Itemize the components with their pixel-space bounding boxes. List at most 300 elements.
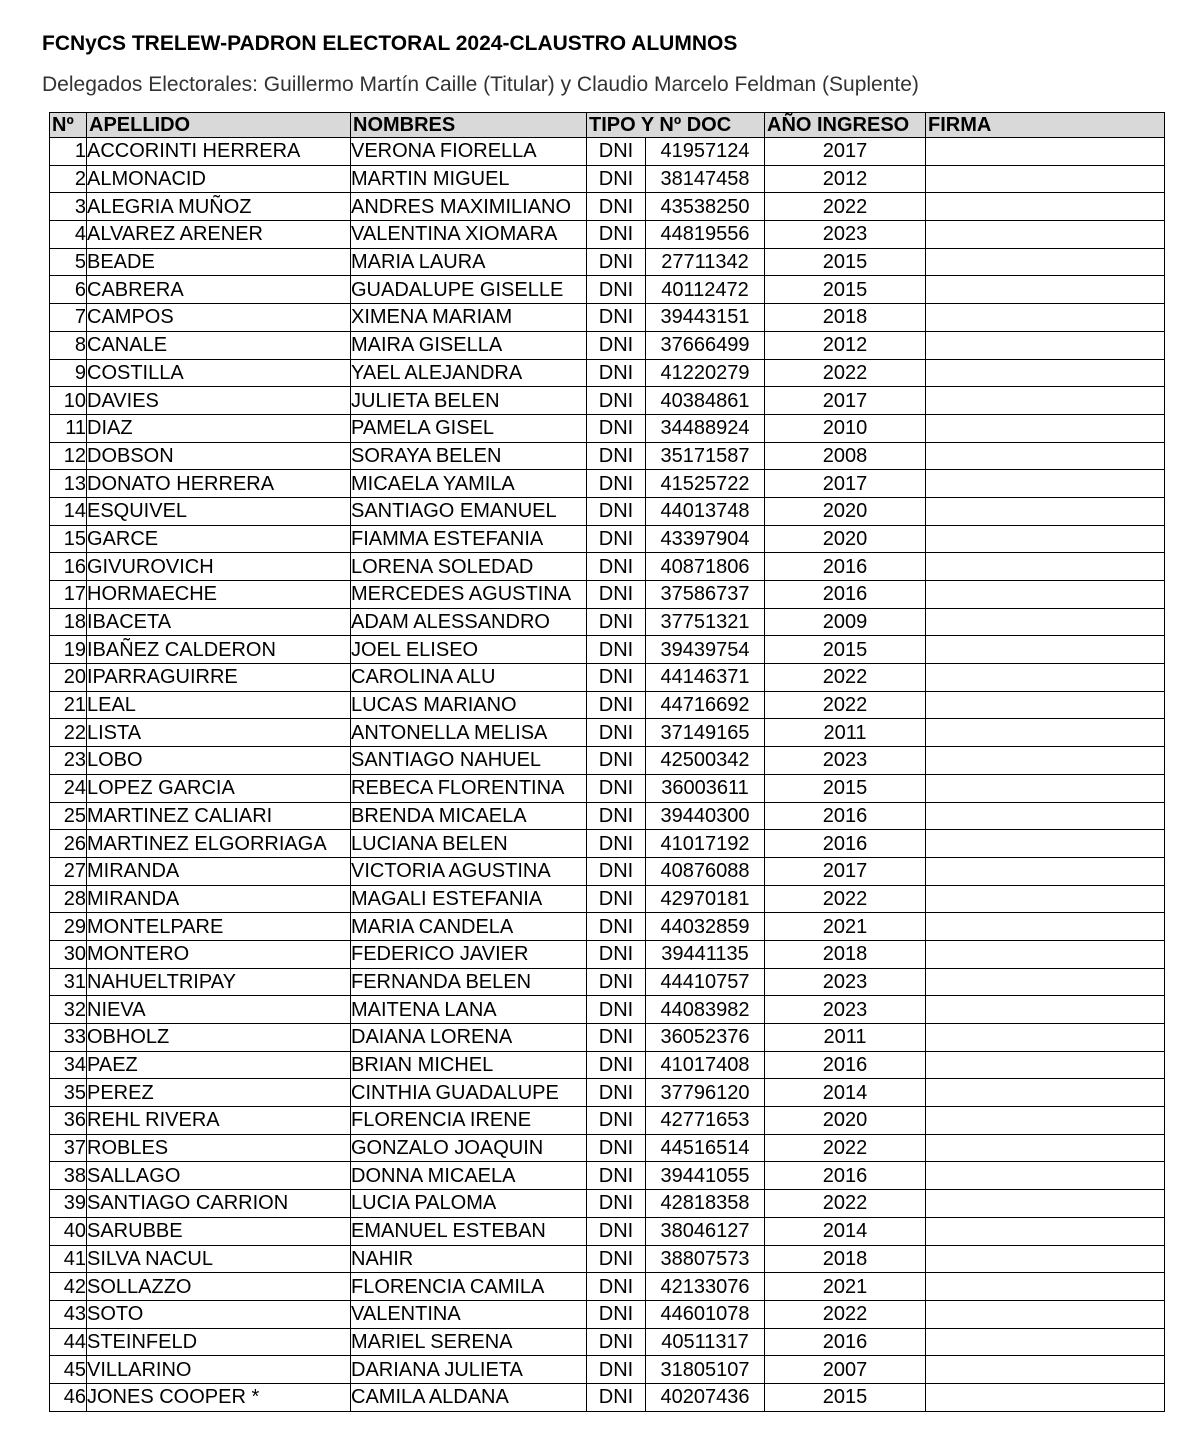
firma-cell[interactable] bbox=[926, 636, 1165, 664]
firma-cell[interactable] bbox=[926, 581, 1165, 609]
firma-cell[interactable] bbox=[926, 1107, 1165, 1135]
anio-ingreso-cell: 2018 bbox=[765, 1245, 926, 1273]
row-number: 43 bbox=[50, 1300, 87, 1328]
anio-ingreso-cell: 2017 bbox=[765, 387, 926, 415]
doc-number-cell: 41957124 bbox=[646, 138, 765, 166]
apellido-cell: SALLAGO bbox=[87, 1162, 351, 1190]
doc-number-cell: 42771653 bbox=[646, 1107, 765, 1135]
firma-cell[interactable] bbox=[926, 165, 1165, 193]
apellido-cell: NIEVA bbox=[87, 996, 351, 1024]
firma-cell[interactable] bbox=[926, 470, 1165, 498]
doc-type-cell: DNI bbox=[587, 221, 646, 249]
anio-ingreso-cell: 2015 bbox=[765, 1383, 926, 1411]
nombres-cell: FERNANDA BELEN bbox=[351, 968, 587, 996]
voter-roll-table bbox=[49, 112, 1165, 1412]
row-number: 12 bbox=[50, 442, 87, 470]
firma-cell[interactable] bbox=[926, 1328, 1165, 1356]
doc-number-cell: 38147458 bbox=[646, 165, 765, 193]
doc-type-cell: DNI bbox=[587, 387, 646, 415]
anio-ingreso-cell: 2012 bbox=[765, 331, 926, 359]
nombres-cell: ANDRES MAXIMILIANO bbox=[351, 193, 587, 221]
apellido-cell: STEINFELD bbox=[87, 1328, 351, 1356]
row-number: 27 bbox=[50, 857, 87, 885]
table-row bbox=[50, 1162, 1165, 1190]
row-number: 8 bbox=[50, 331, 87, 359]
firma-cell[interactable] bbox=[926, 1162, 1165, 1190]
apellido-cell: MIRANDA bbox=[87, 885, 351, 913]
anio-ingreso-cell: 2018 bbox=[765, 304, 926, 332]
anio-ingreso-cell: 2015 bbox=[765, 636, 926, 664]
row-number: 29 bbox=[50, 913, 87, 941]
doc-type-cell: DNI bbox=[587, 802, 646, 830]
nombres-cell: GUADALUPE GISELLE bbox=[351, 276, 587, 304]
firma-cell[interactable] bbox=[926, 996, 1165, 1024]
nombres-cell: LUCIA PALOMA bbox=[351, 1190, 587, 1218]
row-number: 35 bbox=[50, 1079, 87, 1107]
apellido-cell: GARCE bbox=[87, 525, 351, 553]
doc-type-cell: DNI bbox=[587, 608, 646, 636]
apellido-cell: PAEZ bbox=[87, 1051, 351, 1079]
apellido-cell: IBAÑEZ CALDERON bbox=[87, 636, 351, 664]
nombres-cell: ANTONELLA MELISA bbox=[351, 719, 587, 747]
row-number: 2 bbox=[50, 165, 87, 193]
table-row bbox=[50, 470, 1165, 498]
row-number: 6 bbox=[50, 276, 87, 304]
firma-cell[interactable] bbox=[926, 331, 1165, 359]
doc-number-cell: 37751321 bbox=[646, 608, 765, 636]
firma-cell[interactable] bbox=[926, 608, 1165, 636]
table-row bbox=[50, 1107, 1165, 1135]
table-body bbox=[50, 138, 1165, 1412]
table-row bbox=[50, 138, 1165, 166]
anio-ingreso-cell: 2016 bbox=[765, 1162, 926, 1190]
doc-number-cell: 43538250 bbox=[646, 193, 765, 221]
apellido-cell: ACCORINTI HERRERA bbox=[87, 138, 351, 166]
firma-cell[interactable] bbox=[926, 940, 1165, 968]
table-row bbox=[50, 747, 1165, 775]
doc-type-cell: DNI bbox=[587, 830, 646, 858]
doc-number-cell: 27711342 bbox=[646, 248, 765, 276]
nombres-cell: FLORENCIA IRENE bbox=[351, 1107, 587, 1135]
apellido-cell: MONTERO bbox=[87, 940, 351, 968]
firma-cell[interactable] bbox=[926, 414, 1165, 442]
anio-ingreso-cell: 2016 bbox=[765, 553, 926, 581]
nombres-cell: MERCEDES AGUSTINA bbox=[351, 581, 587, 609]
row-number: 5 bbox=[50, 248, 87, 276]
row-number: 25 bbox=[50, 802, 87, 830]
apellido-cell: MARTINEZ CALIARI bbox=[87, 802, 351, 830]
firma-cell[interactable] bbox=[926, 664, 1165, 692]
row-number: 46 bbox=[50, 1383, 87, 1411]
doc-number-cell: 36052376 bbox=[646, 1024, 765, 1052]
nombres-cell: MARIA CANDELA bbox=[351, 913, 587, 941]
anio-ingreso-cell: 2017 bbox=[765, 470, 926, 498]
firma-cell[interactable] bbox=[926, 802, 1165, 830]
table-row bbox=[50, 525, 1165, 553]
doc-number-cell: 37796120 bbox=[646, 1079, 765, 1107]
doc-number-cell: 40207436 bbox=[646, 1383, 765, 1411]
anio-ingreso-cell: 2022 bbox=[765, 1134, 926, 1162]
firma-cell[interactable] bbox=[926, 913, 1165, 941]
doc-type-cell: DNI bbox=[587, 1300, 646, 1328]
nombres-cell: JULIETA BELEN bbox=[351, 387, 587, 415]
firma-cell[interactable] bbox=[926, 1051, 1165, 1079]
nombres-cell: VALENTINA bbox=[351, 1300, 587, 1328]
doc-number-cell: 44146371 bbox=[646, 664, 765, 692]
doc-number-cell: 41525722 bbox=[646, 470, 765, 498]
apellido-cell: LOPEZ GARCIA bbox=[87, 774, 351, 802]
nombres-cell: DARIANA JULIETA bbox=[351, 1356, 587, 1384]
row-number: 33 bbox=[50, 1024, 87, 1052]
row-number: 16 bbox=[50, 553, 87, 581]
apellido-cell: REHL RIVERA bbox=[87, 1107, 351, 1135]
nombres-cell: YAEL ALEJANDRA bbox=[351, 359, 587, 387]
anio-ingreso-cell: 2016 bbox=[765, 581, 926, 609]
apellido-cell: OBHOLZ bbox=[87, 1024, 351, 1052]
row-number: 14 bbox=[50, 497, 87, 525]
table-row bbox=[50, 414, 1165, 442]
firma-cell[interactable] bbox=[926, 138, 1165, 166]
doc-type-cell: DNI bbox=[587, 968, 646, 996]
anio-ingreso-cell: 2016 bbox=[765, 802, 926, 830]
doc-number-cell: 39441055 bbox=[646, 1162, 765, 1190]
table-row bbox=[50, 1356, 1165, 1384]
firma-cell[interactable] bbox=[926, 1245, 1165, 1273]
table-row bbox=[50, 968, 1165, 996]
doc-number-cell: 35171587 bbox=[646, 442, 765, 470]
row-number: 11 bbox=[50, 414, 87, 442]
firma-cell[interactable] bbox=[926, 193, 1165, 221]
apellido-cell: LISTA bbox=[87, 719, 351, 747]
nombres-cell: MAITENA LANA bbox=[351, 996, 587, 1024]
table-row bbox=[50, 387, 1165, 415]
anio-ingreso-cell: 2016 bbox=[765, 1051, 926, 1079]
anio-ingreso-cell: 2014 bbox=[765, 1217, 926, 1245]
firma-cell[interactable] bbox=[926, 774, 1165, 802]
nombres-cell: ADAM ALESSANDRO bbox=[351, 608, 587, 636]
anio-ingreso-cell: 2022 bbox=[765, 193, 926, 221]
apellido-cell: IPARRAGUIRRE bbox=[87, 664, 351, 692]
doc-type-cell: DNI bbox=[587, 1217, 646, 1245]
table-row bbox=[50, 1217, 1165, 1245]
firma-cell[interactable] bbox=[926, 248, 1165, 276]
doc-number-cell: 44601078 bbox=[646, 1300, 765, 1328]
table-row bbox=[50, 442, 1165, 470]
anio-ingreso-cell: 2016 bbox=[765, 830, 926, 858]
row-number: 39 bbox=[50, 1190, 87, 1218]
doc-type-cell: DNI bbox=[587, 470, 646, 498]
header-nombres: NOMBRES bbox=[351, 113, 587, 138]
doc-type-cell: DNI bbox=[587, 1190, 646, 1218]
doc-type-cell: DNI bbox=[587, 774, 646, 802]
firma-cell[interactable] bbox=[926, 387, 1165, 415]
nombres-cell: MARTIN MIGUEL bbox=[351, 165, 587, 193]
table-row bbox=[50, 1245, 1165, 1273]
anio-ingreso-cell: 2020 bbox=[765, 525, 926, 553]
doc-type-cell: DNI bbox=[587, 1024, 646, 1052]
nombres-cell: DAIANA LORENA bbox=[351, 1024, 587, 1052]
apellido-cell: LEAL bbox=[87, 691, 351, 719]
anio-ingreso-cell: 2023 bbox=[765, 968, 926, 996]
nombres-cell: LUCIANA BELEN bbox=[351, 830, 587, 858]
row-number: 20 bbox=[50, 664, 87, 692]
doc-number-cell: 42970181 bbox=[646, 885, 765, 913]
firma-cell[interactable] bbox=[926, 1273, 1165, 1301]
nombres-cell: PAMELA GISEL bbox=[351, 414, 587, 442]
row-number: 40 bbox=[50, 1217, 87, 1245]
apellido-cell: MIRANDA bbox=[87, 857, 351, 885]
table-row bbox=[50, 664, 1165, 692]
doc-type-cell: DNI bbox=[587, 857, 646, 885]
anio-ingreso-cell: 2022 bbox=[765, 1190, 926, 1218]
doc-number-cell: 42818358 bbox=[646, 1190, 765, 1218]
anio-ingreso-cell: 2022 bbox=[765, 885, 926, 913]
nombres-cell: SORAYA BELEN bbox=[351, 442, 587, 470]
table-row bbox=[50, 193, 1165, 221]
table-row bbox=[50, 636, 1165, 664]
row-number: 23 bbox=[50, 747, 87, 775]
doc-type-cell: DNI bbox=[587, 664, 646, 692]
table-row bbox=[50, 165, 1165, 193]
row-number: 19 bbox=[50, 636, 87, 664]
doc-number-cell: 39443151 bbox=[646, 304, 765, 332]
table-row bbox=[50, 830, 1165, 858]
table-row bbox=[50, 996, 1165, 1024]
table-row bbox=[50, 774, 1165, 802]
doc-number-cell: 39440300 bbox=[646, 802, 765, 830]
nombres-cell: EMANUEL ESTEBAN bbox=[351, 1217, 587, 1245]
row-number: 38 bbox=[50, 1162, 87, 1190]
doc-number-cell: 40871806 bbox=[646, 553, 765, 581]
doc-number-cell: 43397904 bbox=[646, 525, 765, 553]
apellido-cell: VILLARINO bbox=[87, 1356, 351, 1384]
apellido-cell: ALEGRIA MUÑOZ bbox=[87, 193, 351, 221]
table-row bbox=[50, 553, 1165, 581]
anio-ingreso-cell: 2015 bbox=[765, 248, 926, 276]
doc-number-cell: 44083982 bbox=[646, 996, 765, 1024]
nombres-cell: CAMILA ALDANA bbox=[351, 1383, 587, 1411]
firma-cell[interactable] bbox=[926, 1217, 1165, 1245]
table-row bbox=[50, 497, 1165, 525]
apellido-cell: PEREZ bbox=[87, 1079, 351, 1107]
anio-ingreso-cell: 2011 bbox=[765, 719, 926, 747]
row-number: 31 bbox=[50, 968, 87, 996]
doc-type-cell: DNI bbox=[587, 1245, 646, 1273]
anio-ingreso-cell: 2018 bbox=[765, 940, 926, 968]
anio-ingreso-cell: 2022 bbox=[765, 691, 926, 719]
table-row bbox=[50, 1328, 1165, 1356]
row-number: 32 bbox=[50, 996, 87, 1024]
header-anio-ingreso: AÑO INGRESO bbox=[765, 113, 926, 138]
apellido-cell: GIVUROVICH bbox=[87, 553, 351, 581]
doc-type-cell: DNI bbox=[587, 525, 646, 553]
firma-cell[interactable] bbox=[926, 1024, 1165, 1052]
anio-ingreso-cell: 2022 bbox=[765, 664, 926, 692]
doc-number-cell: 44013748 bbox=[646, 497, 765, 525]
table-row bbox=[50, 857, 1165, 885]
table-header-row bbox=[50, 113, 1165, 138]
apellido-cell: BEADE bbox=[87, 248, 351, 276]
row-number: 42 bbox=[50, 1273, 87, 1301]
anio-ingreso-cell: 2015 bbox=[765, 276, 926, 304]
doc-type-cell: DNI bbox=[587, 581, 646, 609]
doc-number-cell: 36003611 bbox=[646, 774, 765, 802]
nombres-cell: MAGALI ESTEFANIA bbox=[351, 885, 587, 913]
doc-number-cell: 41017192 bbox=[646, 830, 765, 858]
firma-cell[interactable] bbox=[926, 885, 1165, 913]
nombres-cell: NAHIR bbox=[351, 1245, 587, 1273]
anio-ingreso-cell: 2017 bbox=[765, 138, 926, 166]
table-row bbox=[50, 1300, 1165, 1328]
apellido-cell: LOBO bbox=[87, 747, 351, 775]
firma-cell[interactable] bbox=[926, 497, 1165, 525]
doc-type-cell: DNI bbox=[587, 331, 646, 359]
doc-type-cell: DNI bbox=[587, 138, 646, 166]
firma-cell[interactable] bbox=[926, 1190, 1165, 1218]
firma-cell[interactable] bbox=[926, 525, 1165, 553]
doc-number-cell: 42133076 bbox=[646, 1273, 765, 1301]
header-apellido: APELLIDO bbox=[87, 113, 351, 138]
doc-number-cell: 34488924 bbox=[646, 414, 765, 442]
doc-type-cell: DNI bbox=[587, 553, 646, 581]
doc-type-cell: DNI bbox=[587, 248, 646, 276]
header-num: Nº bbox=[50, 113, 87, 138]
anio-ingreso-cell: 2017 bbox=[765, 857, 926, 885]
table-row bbox=[50, 691, 1165, 719]
firma-cell[interactable] bbox=[926, 276, 1165, 304]
doc-type-cell: DNI bbox=[587, 304, 646, 332]
doc-type-cell: DNI bbox=[587, 747, 646, 775]
doc-number-cell: 44410757 bbox=[646, 968, 765, 996]
table-row bbox=[50, 304, 1165, 332]
firma-cell[interactable] bbox=[926, 747, 1165, 775]
row-number: 4 bbox=[50, 221, 87, 249]
header-firma: FIRMA bbox=[926, 113, 1165, 138]
firma-cell[interactable] bbox=[926, 1383, 1165, 1411]
nombres-cell: DONNA MICAELA bbox=[351, 1162, 587, 1190]
row-number: 15 bbox=[50, 525, 87, 553]
table-row bbox=[50, 1079, 1165, 1107]
nombres-cell: MICAELA YAMILA bbox=[351, 470, 587, 498]
doc-number-cell: 38046127 bbox=[646, 1217, 765, 1245]
row-number: 45 bbox=[50, 1356, 87, 1384]
firma-cell[interactable] bbox=[926, 857, 1165, 885]
firma-cell[interactable] bbox=[926, 691, 1165, 719]
anio-ingreso-cell: 2021 bbox=[765, 1273, 926, 1301]
table-row bbox=[50, 802, 1165, 830]
apellido-cell: ALVAREZ ARENER bbox=[87, 221, 351, 249]
apellido-cell: ESQUIVEL bbox=[87, 497, 351, 525]
nombres-cell: FIAMMA ESTEFANIA bbox=[351, 525, 587, 553]
firma-cell[interactable] bbox=[926, 553, 1165, 581]
anio-ingreso-cell: 2007 bbox=[765, 1356, 926, 1384]
firma-cell[interactable] bbox=[926, 221, 1165, 249]
nombres-cell: GONZALO JOAQUIN bbox=[351, 1134, 587, 1162]
row-number: 37 bbox=[50, 1134, 87, 1162]
apellido-cell: DOBSON bbox=[87, 442, 351, 470]
doc-type-cell: DNI bbox=[587, 497, 646, 525]
anio-ingreso-cell: 2012 bbox=[765, 165, 926, 193]
doc-number-cell: 41017408 bbox=[646, 1051, 765, 1079]
apellido-cell: NAHUELTRIPAY bbox=[87, 968, 351, 996]
doc-number-cell: 44819556 bbox=[646, 221, 765, 249]
table-row bbox=[50, 1024, 1165, 1052]
row-number: 1 bbox=[50, 138, 87, 166]
nombres-cell: LORENA SOLEDAD bbox=[351, 553, 587, 581]
firma-cell[interactable] bbox=[926, 968, 1165, 996]
apellido-cell: SOLLAZZO bbox=[87, 1273, 351, 1301]
table-row bbox=[50, 913, 1165, 941]
firma-cell[interactable] bbox=[926, 719, 1165, 747]
row-number: 41 bbox=[50, 1245, 87, 1273]
table-row bbox=[50, 885, 1165, 913]
firma-cell[interactable] bbox=[926, 442, 1165, 470]
doc-type-cell: DNI bbox=[587, 885, 646, 913]
nombres-cell: CAROLINA ALU bbox=[351, 664, 587, 692]
nombres-cell: FLORENCIA CAMILA bbox=[351, 1273, 587, 1301]
doc-type-cell: DNI bbox=[587, 719, 646, 747]
table-row bbox=[50, 248, 1165, 276]
firma-cell[interactable] bbox=[926, 359, 1165, 387]
apellido-cell: ROBLES bbox=[87, 1134, 351, 1162]
apellido-cell: CANALE bbox=[87, 331, 351, 359]
doc-type-cell: DNI bbox=[587, 691, 646, 719]
page-title: FCNyCS TRELEW-PADRON ELECTORAL 2024-CLAUSTRO ALUMNOS bbox=[42, 32, 738, 55]
doc-number-cell: 44032859 bbox=[646, 913, 765, 941]
doc-type-cell: DNI bbox=[587, 414, 646, 442]
nombres-cell: MARIA LAURA bbox=[351, 248, 587, 276]
row-number: 7 bbox=[50, 304, 87, 332]
anio-ingreso-cell: 2023 bbox=[765, 747, 926, 775]
firma-cell[interactable] bbox=[926, 1134, 1165, 1162]
row-number: 10 bbox=[50, 387, 87, 415]
firma-cell[interactable] bbox=[926, 304, 1165, 332]
firma-cell[interactable] bbox=[926, 830, 1165, 858]
doc-type-cell: DNI bbox=[587, 1051, 646, 1079]
doc-type-cell: DNI bbox=[587, 1356, 646, 1384]
doc-type-cell: DNI bbox=[587, 940, 646, 968]
nombres-cell: REBECA FLORENTINA bbox=[351, 774, 587, 802]
apellido-cell: MONTELPARE bbox=[87, 913, 351, 941]
doc-number-cell: 42500342 bbox=[646, 747, 765, 775]
apellido-cell: DIAZ bbox=[87, 414, 351, 442]
row-number: 30 bbox=[50, 940, 87, 968]
table-row bbox=[50, 331, 1165, 359]
firma-cell[interactable] bbox=[926, 1300, 1165, 1328]
nombres-cell: FEDERICO JAVIER bbox=[351, 940, 587, 968]
table-row bbox=[50, 359, 1165, 387]
doc-number-cell: 37586737 bbox=[646, 581, 765, 609]
anio-ingreso-cell: 2011 bbox=[765, 1024, 926, 1052]
nombres-cell: MARIEL SERENA bbox=[351, 1328, 587, 1356]
nombres-cell: SANTIAGO EMANUEL bbox=[351, 497, 587, 525]
doc-number-cell: 37149165 bbox=[646, 719, 765, 747]
doc-type-cell: DNI bbox=[587, 165, 646, 193]
nombres-cell: CINTHIA GUADALUPE bbox=[351, 1079, 587, 1107]
firma-cell[interactable] bbox=[926, 1079, 1165, 1107]
doc-type-cell: DNI bbox=[587, 1079, 646, 1107]
doc-number-cell: 39439754 bbox=[646, 636, 765, 664]
doc-type-cell: DNI bbox=[587, 276, 646, 304]
firma-cell[interactable] bbox=[926, 1356, 1165, 1384]
page-subtitle: Delegados Electorales: Guillermo Martín Caille (Titular) y Claudio Marcelo Feldman (Suplente) bbox=[42, 73, 919, 96]
row-number: 18 bbox=[50, 608, 87, 636]
row-number: 22 bbox=[50, 719, 87, 747]
doc-type-cell: DNI bbox=[587, 1162, 646, 1190]
doc-type-cell: DNI bbox=[587, 1273, 646, 1301]
apellido-cell: SILVA NACUL bbox=[87, 1245, 351, 1273]
row-number: 24 bbox=[50, 774, 87, 802]
